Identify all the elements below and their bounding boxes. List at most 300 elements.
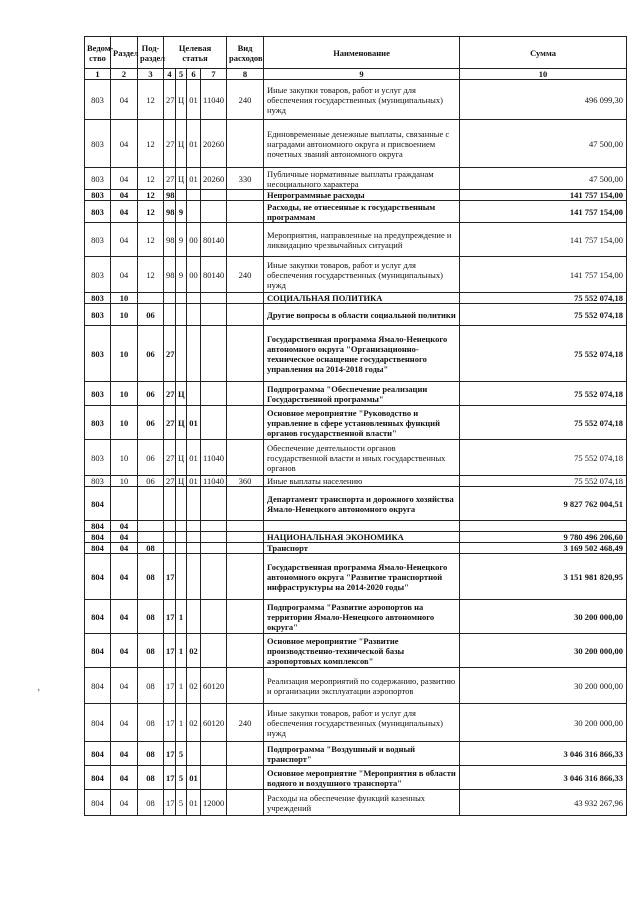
vedomstvo-cell: 803 [85, 326, 111, 382]
col-razdel: Раздел [111, 37, 138, 69]
table-row [85, 521, 627, 532]
direction-code-cell [201, 304, 227, 326]
event-code-cell: 00 [187, 257, 201, 293]
podrazdel-cell [138, 521, 164, 532]
amount-cell: 141 757 154,00 [460, 201, 627, 223]
subprogram-code-cell: Ц [176, 476, 187, 487]
col-vedomstvo: Ведом-ство [85, 37, 111, 69]
subprogram-code-cell [176, 543, 187, 554]
program-code-cell: 98 [164, 190, 176, 201]
table-row [85, 440, 627, 476]
vedomstvo-cell: 803 [85, 293, 111, 304]
vedomstvo-cell: 803 [85, 406, 111, 440]
expense-type-cell [227, 440, 264, 476]
name-cell: Иные закупки товаров, работ и услуг для обеспечения государственных (муниципальных) нужд [264, 257, 460, 293]
amount-cell: 75 552 074,18 [460, 476, 627, 487]
razdel-cell: 04 [111, 521, 138, 532]
program-code-cell: 27 [164, 168, 176, 190]
vedomstvo-cell: 804 [85, 742, 111, 766]
program-code-cell: 17 [164, 600, 176, 634]
razdel-cell [111, 487, 138, 521]
num-cell: 1 [85, 69, 111, 80]
name-cell: Иные выплаты населению [264, 476, 460, 487]
expense-type-cell [227, 742, 264, 766]
program-code-cell: 27 [164, 406, 176, 440]
program-code-cell: 27 [164, 80, 176, 120]
subprogram-code-cell [176, 304, 187, 326]
table-row [85, 304, 627, 326]
razdel-cell: 04 [111, 532, 138, 543]
expense-type-cell: 330 [227, 168, 264, 190]
name-cell: Департамент транспорта и дорожного хозяйства Ямало-Ненецкого автономного округа [264, 487, 460, 521]
expense-type-cell: 240 [227, 80, 264, 120]
program-code-cell: 17 [164, 668, 176, 704]
name-cell: Непрограммные расходы [264, 190, 460, 201]
program-code-cell [164, 293, 176, 304]
razdel-cell: 10 [111, 304, 138, 326]
subprogram-code-cell: Ц [176, 406, 187, 440]
vedomstvo-cell: 803 [85, 223, 111, 257]
razdel-cell: 04 [111, 257, 138, 293]
razdel-cell: 04 [111, 543, 138, 554]
num-cell: 5 [176, 69, 187, 80]
subprogram-code-cell: 1 [176, 634, 187, 668]
program-code-cell: 27 [164, 476, 176, 487]
table-row [85, 487, 627, 521]
subprogram-code-cell [176, 326, 187, 382]
expense-type-cell [227, 668, 264, 704]
expense-type-cell [227, 543, 264, 554]
program-code-cell: 27 [164, 440, 176, 476]
amount-cell: 141 757 154,00 [460, 190, 627, 201]
expense-type-cell [227, 600, 264, 634]
expense-type-cell [227, 304, 264, 326]
expense-type-cell [227, 790, 264, 816]
razdel-cell: 04 [111, 190, 138, 201]
direction-code-cell [201, 201, 227, 223]
event-code-cell [187, 543, 201, 554]
amount-cell: 3 169 502 468,49 [460, 543, 627, 554]
num-cell: 9 [264, 69, 460, 80]
table-row [85, 190, 627, 201]
program-code-cell: 98 [164, 257, 176, 293]
event-code-cell: 02 [187, 704, 201, 742]
name-cell: Другие вопросы в области социальной политики [264, 304, 460, 326]
vedomstvo-cell: 803 [85, 304, 111, 326]
event-code-cell: 02 [187, 634, 201, 668]
table-row [85, 476, 627, 487]
podrazdel-cell [138, 293, 164, 304]
direction-code-cell [201, 600, 227, 634]
table-row [85, 543, 627, 554]
name-cell: Обеспечение деятельности органов государственной власти и иных государственных органов [264, 440, 460, 476]
expense-type-cell [227, 190, 264, 201]
col-tselevaya: Целевая статья [164, 37, 227, 69]
name-cell: Публичные нормативные выплаты гражданам несоциального характера [264, 168, 460, 190]
program-code-cell [164, 487, 176, 521]
razdel-cell: 04 [111, 223, 138, 257]
subprogram-code-cell [176, 532, 187, 543]
name-cell: Основное мероприятие "Мероприятия в области водного и воздушного транспорта" [264, 766, 460, 790]
num-cell: 2 [111, 69, 138, 80]
event-code-cell: 00 [187, 223, 201, 257]
expense-type-cell: 240 [227, 704, 264, 742]
razdel-cell: 04 [111, 600, 138, 634]
table-row [85, 554, 627, 600]
subprogram-code-cell: Ц [176, 440, 187, 476]
event-code-cell [187, 326, 201, 382]
vedomstvo-cell: 804 [85, 790, 111, 816]
amount-cell: 3 046 316 866,33 [460, 766, 627, 790]
name-cell [264, 521, 460, 532]
direction-code-cell: 80140 [201, 257, 227, 293]
num-cell: 4 [164, 69, 176, 80]
subprogram-code-cell [176, 190, 187, 201]
vedomstvo-cell: 804 [85, 487, 111, 521]
subprogram-code-cell: 1 [176, 668, 187, 704]
program-code-cell: 27 [164, 382, 176, 406]
event-code-cell: 01 [187, 440, 201, 476]
num-cell: 6 [187, 69, 201, 80]
amount-cell: 47 500,00 [460, 168, 627, 190]
table-row [85, 168, 627, 190]
program-code-cell: 17 [164, 554, 176, 600]
direction-code-cell: 60120 [201, 668, 227, 704]
name-cell: Основное мероприятие "Развитие производственно-технической базы аэропортовых комплексов" [264, 634, 460, 668]
table-row [85, 742, 627, 766]
event-code-cell: 01 [187, 80, 201, 120]
razdel-cell: 04 [111, 201, 138, 223]
table-row [85, 790, 627, 816]
event-code-cell: 01 [187, 476, 201, 487]
subprogram-code-cell [176, 521, 187, 532]
subprogram-code-cell: 9 [176, 223, 187, 257]
expense-type-cell [227, 382, 264, 406]
podrazdel-cell: 06 [138, 326, 164, 382]
vedomstvo-cell: 804 [85, 521, 111, 532]
podrazdel-cell: 06 [138, 304, 164, 326]
razdel-cell: 10 [111, 476, 138, 487]
vedomstvo-cell: 803 [85, 257, 111, 293]
margin-mark: ʼ [37, 688, 41, 699]
direction-code-cell [201, 543, 227, 554]
event-code-cell [187, 382, 201, 406]
podrazdel-cell: 08 [138, 704, 164, 742]
program-code-cell: 17 [164, 634, 176, 668]
direction-code-cell: 80140 [201, 223, 227, 257]
name-cell: Транспорт [264, 543, 460, 554]
direction-code-cell: 20260 [201, 120, 227, 168]
subprogram-code-cell: 1 [176, 704, 187, 742]
razdel-cell: 10 [111, 406, 138, 440]
event-code-cell [187, 742, 201, 766]
event-code-cell: 01 [187, 168, 201, 190]
event-code-cell [187, 487, 201, 521]
podrazdel-cell [138, 487, 164, 521]
subprogram-code-cell: 1 [176, 600, 187, 634]
event-code-cell: 01 [187, 766, 201, 790]
event-code-cell [187, 554, 201, 600]
num-cell: 7 [201, 69, 227, 80]
event-code-cell: 01 [187, 406, 201, 440]
event-code-cell [187, 190, 201, 201]
direction-code-cell [201, 742, 227, 766]
podrazdel-cell: 12 [138, 168, 164, 190]
table-row [85, 293, 627, 304]
name-cell: СОЦИАЛЬНАЯ ПОЛИТИКА [264, 293, 460, 304]
name-cell: Иные закупки товаров, работ и услуг для обеспечения государственных (муниципальных) нужд [264, 704, 460, 742]
program-code-cell: 27 [164, 120, 176, 168]
razdel-cell: 04 [111, 120, 138, 168]
program-code-cell: 17 [164, 704, 176, 742]
direction-code-cell: 20260 [201, 168, 227, 190]
expense-type-cell [227, 120, 264, 168]
expense-type-cell [227, 634, 264, 668]
program-code-cell: 98 [164, 201, 176, 223]
expense-type-cell [227, 223, 264, 257]
direction-code-cell: 11040 [201, 440, 227, 476]
razdel-cell: 04 [111, 80, 138, 120]
direction-code-cell [201, 532, 227, 543]
expense-type-cell: 240 [227, 257, 264, 293]
table-body [85, 80, 627, 816]
podrazdel-cell: 08 [138, 600, 164, 634]
vedomstvo-cell: 803 [85, 168, 111, 190]
amount-cell: 75 552 074,18 [460, 382, 627, 406]
direction-code-cell: 12000 [201, 790, 227, 816]
header-row [85, 37, 627, 69]
amount-cell: 141 757 154,00 [460, 223, 627, 257]
podrazdel-cell: 08 [138, 668, 164, 704]
program-code-cell: 98 [164, 223, 176, 257]
razdel-cell: 10 [111, 440, 138, 476]
name-cell: Единовременные денежные выплаты, связанные с наградами автономного округа и присвоением почетных званий автономного округа [264, 120, 460, 168]
podrazdel-cell [138, 532, 164, 543]
program-code-cell [164, 543, 176, 554]
expense-type-cell [227, 554, 264, 600]
name-cell: Расходы, не отнесенные к государственным программам [264, 201, 460, 223]
program-code-cell: 17 [164, 790, 176, 816]
razdel-cell: 10 [111, 382, 138, 406]
amount-cell: 30 200 000,00 [460, 668, 627, 704]
name-cell: Иные закупки товаров, работ и услуг для обеспечения государственных (муниципальных) нужд [264, 80, 460, 120]
razdel-cell: 04 [111, 168, 138, 190]
table-row [85, 80, 627, 120]
event-code-cell [187, 532, 201, 543]
subprogram-code-cell: Ц [176, 120, 187, 168]
expense-type-cell [227, 532, 264, 543]
name-cell: Расходы на обеспечение функций казенных учреждений [264, 790, 460, 816]
amount-cell: 9 780 496 206,60 [460, 532, 627, 543]
name-cell: Реализация мероприятий по содержанию, развитию и организации эксплуатации аэропортов [264, 668, 460, 704]
vedomstvo-cell: 804 [85, 600, 111, 634]
amount-cell: 75 552 074,18 [460, 304, 627, 326]
vedomstvo-cell: 803 [85, 382, 111, 406]
expense-type-cell [227, 487, 264, 521]
col-vid: Вид расходов [227, 37, 264, 69]
vedomstvo-cell: 803 [85, 120, 111, 168]
table-row [85, 257, 627, 293]
amount-cell: 141 757 154,00 [460, 257, 627, 293]
razdel-cell: 04 [111, 668, 138, 704]
direction-code-cell: 11040 [201, 80, 227, 120]
razdel-cell: 04 [111, 790, 138, 816]
podrazdel-cell: 06 [138, 382, 164, 406]
amount-cell: 75 552 074,18 [460, 440, 627, 476]
razdel-cell: 04 [111, 742, 138, 766]
direction-code-cell [201, 293, 227, 304]
podrazdel-cell: 12 [138, 120, 164, 168]
col-summa: Сумма [460, 37, 627, 69]
razdel-cell: 04 [111, 704, 138, 742]
event-code-cell: 02 [187, 668, 201, 704]
num-cell: 3 [138, 69, 164, 80]
subprogram-code-cell: 5 [176, 766, 187, 790]
podrazdel-cell: 08 [138, 766, 164, 790]
amount-cell: 43 932 267,96 [460, 790, 627, 816]
direction-code-cell [201, 326, 227, 382]
vedomstvo-cell: 803 [85, 440, 111, 476]
subprogram-code-cell: Ц [176, 382, 187, 406]
subprogram-code-cell [176, 293, 187, 304]
program-code-cell: 27 [164, 326, 176, 382]
podrazdel-cell: 12 [138, 190, 164, 201]
vedomstvo-cell: 804 [85, 766, 111, 790]
podrazdel-cell: 12 [138, 257, 164, 293]
expense-type-cell [227, 521, 264, 532]
amount-cell: 496 099,30 [460, 80, 627, 120]
razdel-cell: 04 [111, 634, 138, 668]
amount-cell: 30 200 000,00 [460, 600, 627, 634]
vedomstvo-cell: 804 [85, 554, 111, 600]
table-row [85, 120, 627, 168]
subprogram-code-cell: 9 [176, 257, 187, 293]
expense-type-cell: 360 [227, 476, 264, 487]
program-code-cell [164, 521, 176, 532]
budget-table [84, 36, 627, 816]
event-code-cell [187, 521, 201, 532]
table-row [85, 406, 627, 440]
subprogram-code-cell: Ц [176, 80, 187, 120]
amount-cell: 75 552 074,18 [460, 293, 627, 304]
podrazdel-cell: 12 [138, 223, 164, 257]
vedomstvo-cell: 804 [85, 668, 111, 704]
podrazdel-cell: 08 [138, 634, 164, 668]
subprogram-code-cell [176, 487, 187, 521]
subprogram-code-cell: 5 [176, 790, 187, 816]
podrazdel-cell: 06 [138, 406, 164, 440]
podrazdel-cell: 12 [138, 80, 164, 120]
podrazdel-cell: 08 [138, 790, 164, 816]
subprogram-code-cell [176, 554, 187, 600]
table-row [85, 766, 627, 790]
program-code-cell: 17 [164, 742, 176, 766]
amount-cell: 3 046 316 866,33 [460, 742, 627, 766]
direction-code-cell [201, 554, 227, 600]
expense-type-cell [227, 766, 264, 790]
razdel-cell: 04 [111, 766, 138, 790]
name-cell: Подпрограмма "Развитие аэропортов на территории Ямало-Ненецкого автономного округа" [264, 600, 460, 634]
col-naimenovanie: Наименование [264, 37, 460, 69]
podrazdel-cell: 06 [138, 476, 164, 487]
vedomstvo-cell: 803 [85, 190, 111, 201]
podrazdel-cell: 08 [138, 742, 164, 766]
program-code-cell: 17 [164, 766, 176, 790]
expense-type-cell [227, 201, 264, 223]
name-cell: Подпрограмма "Воздушный и водный транспорт" [264, 742, 460, 766]
name-cell: Мероприятия, направленные на предупреждение и ликвидацию чрезвычайных ситуаций [264, 223, 460, 257]
amount-cell [460, 521, 627, 532]
razdel-cell: 10 [111, 326, 138, 382]
table-row [85, 223, 627, 257]
numbering-row [85, 69, 627, 80]
event-code-cell [187, 293, 201, 304]
event-code-cell [187, 304, 201, 326]
vedomstvo-cell: 804 [85, 532, 111, 543]
event-code-cell: 01 [187, 120, 201, 168]
subprogram-code-cell: Ц [176, 168, 187, 190]
amount-cell: 9 827 762 004,51 [460, 487, 627, 521]
direction-code-cell [201, 406, 227, 440]
table-row [85, 532, 627, 543]
direction-code-cell [201, 521, 227, 532]
num-cell: 8 [227, 69, 264, 80]
vedomstvo-cell: 804 [85, 543, 111, 554]
vedomstvo-cell: 804 [85, 704, 111, 742]
name-cell: Подпрограмма "Обеспечение реализации Государственной программы" [264, 382, 460, 406]
subprogram-code-cell: 9 [176, 201, 187, 223]
table-row [85, 600, 627, 634]
table-row [85, 704, 627, 742]
name-cell: НАЦИОНАЛЬНАЯ ЭКОНОМИКА [264, 532, 460, 543]
direction-code-cell [201, 487, 227, 521]
num-cell: 10 [460, 69, 627, 80]
direction-code-cell [201, 766, 227, 790]
podrazdel-cell: 08 [138, 543, 164, 554]
razdel-cell: 10 [111, 293, 138, 304]
amount-cell: 3 151 981 820,95 [460, 554, 627, 600]
vedomstvo-cell: 803 [85, 201, 111, 223]
table-row [85, 634, 627, 668]
program-code-cell [164, 532, 176, 543]
expense-type-cell [227, 406, 264, 440]
table-row [85, 201, 627, 223]
name-cell: Государственная программа Ямало-Ненецкого автономного округа "Развитие транспортной инфраструктуры на 2014-2020 годы" [264, 554, 460, 600]
budget-table-sheet [84, 36, 626, 816]
podrazdel-cell: 08 [138, 554, 164, 600]
vedomstvo-cell: 803 [85, 476, 111, 487]
amount-cell: 47 500,00 [460, 120, 627, 168]
podrazdel-cell: 06 [138, 440, 164, 476]
vedomstvo-cell: 804 [85, 634, 111, 668]
direction-code-cell: 60120 [201, 704, 227, 742]
vedomstvo-cell: 803 [85, 80, 111, 120]
podrazdel-cell: 12 [138, 201, 164, 223]
name-cell: Основное мероприятие "Руководство и управление в сфере установленных функций органов государственной власти" [264, 406, 460, 440]
amount-cell: 30 200 000,00 [460, 634, 627, 668]
direction-code-cell [201, 190, 227, 201]
event-code-cell: 01 [187, 790, 201, 816]
table-row [85, 326, 627, 382]
subprogram-code-cell: 5 [176, 742, 187, 766]
event-code-cell [187, 600, 201, 634]
razdel-cell: 04 [111, 554, 138, 600]
table-row [85, 382, 627, 406]
expense-type-cell [227, 293, 264, 304]
col-podrazdel: Под-раздел [138, 37, 164, 69]
direction-code-cell [201, 382, 227, 406]
table-row [85, 668, 627, 704]
